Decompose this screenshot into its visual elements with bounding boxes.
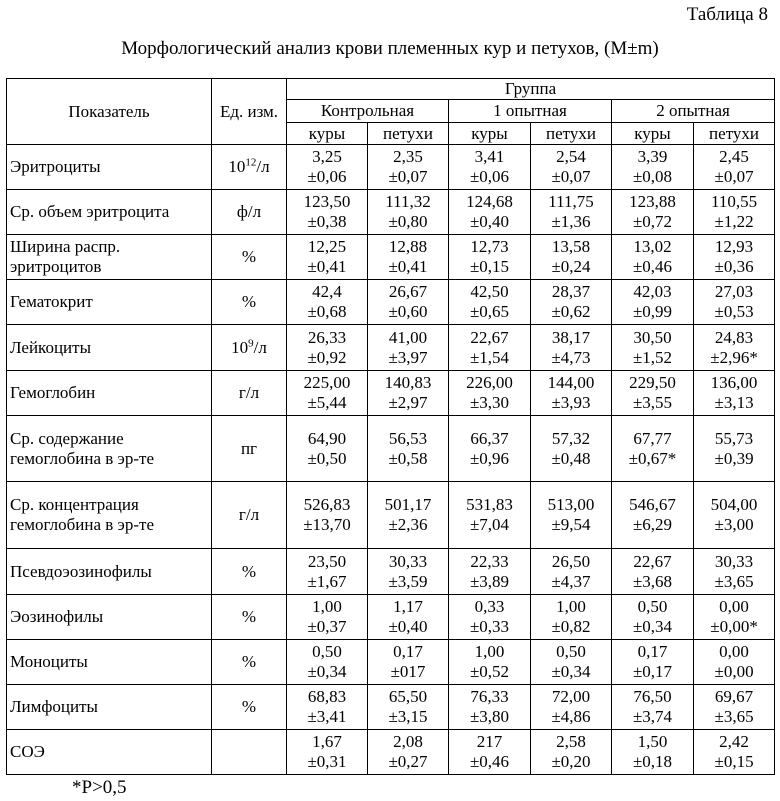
value-cell [531, 595, 612, 640]
table-row [7, 640, 775, 685]
error-value: ±3,13 [714, 393, 754, 412]
table-row [7, 280, 775, 325]
mean-value: 66,37 [470, 428, 509, 448]
table-body [7, 145, 775, 775]
mean-value: 0,17 [393, 642, 423, 661]
error-value: ±0,65 [469, 302, 510, 321]
error-value: ±0,60 [388, 302, 428, 321]
indicator-cell: Гемоглобин [7, 371, 212, 416]
blood-analysis-table [6, 78, 775, 775]
value-cell [449, 549, 531, 595]
unit-cell: % [212, 549, 287, 595]
value-cell [449, 280, 531, 325]
value-cell [612, 640, 694, 685]
unit-cell: % [212, 280, 287, 325]
value-cell [612, 730, 694, 775]
mean-value: 30,33 [714, 551, 754, 571]
error-value: ±0,00* [710, 617, 758, 636]
error-value: ±6,29 [632, 515, 673, 534]
mean-value: 140,83 [384, 373, 432, 392]
value-cell [694, 685, 775, 730]
table-row [7, 595, 775, 640]
value-cell [368, 685, 449, 730]
mean-value: 12,73 [470, 237, 509, 256]
mean-value: 26,67 [388, 282, 428, 301]
mean-value: 42,03 [633, 282, 672, 301]
value-cell [694, 235, 775, 280]
mean-value: 546,67 [629, 495, 676, 514]
unit-suffix: /л [253, 337, 267, 357]
value-cell [531, 640, 612, 685]
error-value: ±1,54 [469, 347, 510, 367]
error-value: ±0,34 [551, 662, 591, 681]
error-value: ±0,50 [307, 448, 347, 468]
mean-value: 1,50 [637, 732, 668, 751]
mean-value: 64,90 [307, 428, 347, 448]
error-value: ±1,52 [632, 347, 673, 367]
mean-value: 123,50 [303, 192, 351, 211]
header-indicator: Показатель [7, 79, 212, 145]
value-cell [449, 730, 531, 775]
mean-value: 23,50 [307, 551, 347, 571]
value-cell [368, 595, 449, 640]
value-cell [449, 640, 531, 685]
mean-value: 226,00 [466, 373, 513, 392]
value-cell [368, 280, 449, 325]
header-sex: куры [612, 123, 694, 145]
value-cell [287, 685, 368, 730]
value-cell [612, 685, 694, 730]
error-value: ±9,54 [551, 515, 591, 534]
mean-value: 69,67 [714, 687, 754, 706]
value-cell [612, 190, 694, 235]
value-cell [287, 416, 368, 482]
error-value: ±3,15 [388, 707, 428, 726]
unit-cell: пг [212, 416, 287, 482]
mean-value: 12,25 [307, 237, 347, 256]
unit-cell [212, 730, 287, 775]
mean-value: 26,33 [307, 327, 347, 347]
error-value: ±0,06 [307, 167, 347, 186]
mean-value: 27,03 [714, 282, 754, 301]
mean-value: 0,50 [637, 597, 668, 616]
value-cell [449, 371, 531, 416]
value-cell [287, 482, 368, 549]
error-value: ±3,41 [307, 707, 347, 726]
error-value: ±0,34 [307, 662, 347, 681]
mean-value: 22,33 [470, 551, 509, 571]
mean-value: 1,67 [312, 732, 342, 751]
value-cell [368, 416, 449, 482]
mean-value: 136,00 [710, 373, 758, 392]
header-sex: петухи [694, 123, 775, 145]
mean-value: 28,37 [551, 282, 591, 301]
value-cell [287, 325, 368, 371]
value-cell [531, 482, 612, 549]
value-cell [287, 549, 368, 595]
value-cell [449, 685, 531, 730]
error-value: ±1,36 [551, 212, 591, 231]
value-cell [694, 325, 775, 371]
indicator-cell: СОЭ [7, 730, 212, 775]
unit-base: 10 [228, 157, 246, 176]
unit-cell [212, 325, 287, 371]
table-row [7, 190, 775, 235]
value-cell [531, 549, 612, 595]
header-unit: Ед. изм. [212, 79, 287, 145]
value-cell [694, 280, 775, 325]
indicator-cell: Ср. концентрация гемоглобина в эр-те [7, 482, 212, 549]
error-value: ±0,00 [714, 662, 754, 681]
value-cell [368, 482, 449, 549]
table-row [7, 549, 775, 595]
value-cell [449, 595, 531, 640]
mean-value: 76,33 [470, 687, 509, 706]
error-value: ±0,27 [388, 752, 428, 771]
value-cell [612, 595, 694, 640]
value-cell [694, 595, 775, 640]
header-group-control: Контрольная [287, 100, 449, 123]
value-cell [287, 280, 368, 325]
error-value: ±3,30 [469, 393, 510, 412]
value-cell [368, 190, 449, 235]
error-value: ±1,67 [307, 571, 347, 591]
mean-value: 42,4 [312, 282, 342, 301]
value-cell [694, 549, 775, 595]
error-value: ±3,80 [469, 707, 510, 726]
value-cell [287, 190, 368, 235]
value-cell [368, 640, 449, 685]
error-value: ±3,00 [714, 515, 754, 534]
value-cell [694, 416, 775, 482]
error-value: ±0,40 [469, 212, 510, 231]
value-cell [531, 371, 612, 416]
value-cell [368, 730, 449, 775]
mean-value: 1,17 [393, 597, 423, 616]
value-cell [612, 325, 694, 371]
error-value: ±3,97 [388, 347, 428, 367]
mean-value: 501,17 [384, 495, 432, 514]
error-value: ±3,55 [632, 393, 673, 412]
error-value: ±0,72 [632, 212, 673, 231]
error-value: ±0,62 [551, 302, 591, 321]
value-cell [531, 145, 612, 190]
error-value: ±1,22 [714, 212, 754, 231]
unit-exponent: 12 [245, 156, 257, 169]
value-cell [368, 549, 449, 595]
error-value: ±0,15 [469, 257, 510, 276]
error-value: ±4,37 [551, 571, 591, 591]
footnote: *P>0,5 [72, 777, 127, 798]
unit-cell: ф/л [212, 190, 287, 235]
unit-cell [212, 145, 287, 190]
error-value: ±4,86 [551, 707, 591, 726]
error-value: ±0,96 [469, 448, 510, 468]
unit-cell: г/л [212, 371, 287, 416]
error-value: ±0,33 [469, 617, 510, 636]
unit-exponent: 9 [248, 336, 254, 349]
unit-cell: % [212, 235, 287, 280]
error-value: ±0,24 [551, 257, 591, 276]
value-cell [531, 325, 612, 371]
value-cell [531, 280, 612, 325]
value-cell [531, 235, 612, 280]
value-cell [287, 595, 368, 640]
table-row [7, 685, 775, 730]
indicator-cell: Лимфоциты [7, 685, 212, 730]
error-value: ±0,06 [469, 167, 510, 186]
mean-value: 0,00 [719, 642, 749, 661]
mean-value: 12,93 [714, 237, 754, 256]
error-value: ±0,53 [714, 302, 754, 321]
error-value: ±0,17 [632, 662, 673, 681]
value-cell [612, 280, 694, 325]
mean-value: 3,41 [474, 147, 505, 166]
value-cell [287, 640, 368, 685]
mean-value: 42,50 [470, 282, 509, 301]
error-value: ±5,44 [307, 393, 347, 412]
error-value: ±0,58 [388, 448, 428, 468]
mean-value: 22,67 [633, 551, 672, 571]
value-cell [449, 482, 531, 549]
error-value: ±0,99 [632, 302, 673, 321]
error-value: ±0,39 [714, 448, 754, 468]
error-value: ±3,68 [632, 571, 673, 591]
error-value: ±3,93 [551, 393, 591, 412]
mean-value: 0,33 [474, 597, 505, 616]
error-value: ±0,46 [469, 752, 510, 771]
mean-value: 26,50 [551, 551, 591, 571]
value-cell [449, 325, 531, 371]
table-row [7, 325, 775, 371]
indicator-cell: Ср. содержание гемоглобина в эр-те [7, 416, 212, 482]
error-value: ±0,67* [628, 448, 677, 468]
table-row [7, 482, 775, 549]
value-cell [694, 145, 775, 190]
indicator-cell: Моноциты [7, 640, 212, 685]
error-value: ±0,34 [632, 617, 673, 636]
value-cell [694, 640, 775, 685]
mean-value: 2,35 [393, 147, 423, 166]
indicator-cell: Эритроциты [7, 145, 212, 190]
value-cell [612, 416, 694, 482]
value-cell [531, 730, 612, 775]
error-value: ±0,37 [307, 617, 347, 636]
error-value: ±0,52 [469, 662, 510, 681]
mean-value: 0,17 [637, 642, 668, 661]
value-cell [368, 145, 449, 190]
value-cell [449, 190, 531, 235]
value-cell [531, 416, 612, 482]
value-cell [287, 730, 368, 775]
value-cell [368, 235, 449, 280]
error-value: ±0,68 [307, 302, 347, 321]
mean-value: 229,50 [629, 373, 676, 392]
mean-value: 1,00 [312, 597, 342, 616]
mean-value: 2,58 [556, 732, 586, 751]
error-value: ±017 [390, 662, 426, 681]
mean-value: 57,32 [551, 428, 591, 448]
mean-value: 1,00 [474, 642, 505, 661]
value-cell [612, 145, 694, 190]
mean-value: 1,00 [556, 597, 586, 616]
error-value: ±0,36 [714, 257, 754, 276]
error-value: ±0,31 [307, 752, 347, 771]
header-sex: куры [449, 123, 531, 145]
mean-value: 41,00 [388, 327, 428, 347]
error-value: ±0,46 [632, 257, 673, 276]
error-value: ±0,40 [388, 617, 428, 636]
table-row [7, 730, 775, 775]
mean-value: 24,83 [714, 327, 754, 347]
unit-cell: г/л [212, 482, 287, 549]
error-value: ±0,38 [307, 212, 347, 231]
error-value: ±0,07 [714, 167, 754, 186]
error-value: ±13,70 [303, 515, 351, 534]
value-cell [531, 685, 612, 730]
error-value: ±3,65 [714, 707, 754, 726]
mean-value: 12,88 [388, 237, 428, 256]
mean-value: 56,53 [388, 428, 428, 448]
mean-value: 3,25 [312, 147, 342, 166]
mean-value: 55,73 [714, 428, 754, 448]
error-value: ±3,65 [714, 571, 754, 591]
mean-value: 217 [476, 732, 503, 751]
indicator-cell: Ширина распр. эритроцитов [7, 235, 212, 280]
mean-value: 531,83 [466, 495, 513, 514]
error-value: ±0,20 [551, 752, 591, 771]
unit-cell: % [212, 640, 287, 685]
error-value: ±0,92 [307, 347, 347, 367]
error-value: ±7,04 [469, 515, 510, 534]
mean-value: 0,00 [719, 597, 749, 616]
mean-value: 526,83 [303, 495, 351, 514]
error-value: ±0,41 [307, 257, 347, 276]
error-value: ±4,73 [551, 347, 591, 367]
mean-value: 67,77 [633, 428, 672, 448]
error-value: ±0,48 [551, 448, 591, 468]
unit-cell: % [212, 595, 287, 640]
mean-value: 111,75 [548, 192, 594, 211]
value-cell [694, 730, 775, 775]
header-group-exp2: 2 опытная [612, 100, 775, 123]
value-cell [612, 371, 694, 416]
error-value: ±0,15 [714, 752, 754, 771]
table-row [7, 235, 775, 280]
mean-value: 30,50 [633, 327, 672, 347]
error-value: ±0,82 [551, 617, 591, 636]
mean-value: 110,55 [710, 192, 758, 211]
value-cell [694, 371, 775, 416]
mean-value: 3,39 [637, 147, 668, 166]
error-value: ±0,07 [388, 167, 428, 186]
table-row [7, 371, 775, 416]
table-row [7, 416, 775, 482]
unit-cell: % [212, 685, 287, 730]
error-value: ±0,08 [632, 167, 673, 186]
mean-value: 13,02 [633, 237, 672, 256]
mean-value: 0,50 [556, 642, 586, 661]
mean-value: 22,67 [470, 327, 509, 347]
mean-value: 2,42 [719, 732, 749, 751]
error-value: ±0,41 [388, 257, 428, 276]
indicator-cell: Гематокрит [7, 280, 212, 325]
value-cell [287, 371, 368, 416]
value-cell [449, 235, 531, 280]
value-cell [449, 145, 531, 190]
value-cell [612, 235, 694, 280]
mean-value: 2,54 [556, 147, 586, 166]
value-cell [531, 190, 612, 235]
mean-value: 123,88 [629, 192, 676, 211]
mean-value: 111,32 [385, 192, 431, 211]
value-cell [368, 371, 449, 416]
table-caption: Морфологический анализ крови племенных кур и петухов, (M±m) [121, 38, 659, 59]
header-group-exp1: 1 опытная [449, 100, 612, 123]
table-row [7, 145, 775, 190]
mean-value: 68,83 [307, 687, 347, 706]
mean-value: 30,33 [388, 551, 428, 571]
mean-value: 225,00 [303, 373, 351, 392]
value-cell [368, 325, 449, 371]
mean-value: 2,08 [393, 732, 423, 751]
value-cell [694, 190, 775, 235]
error-value: ±3,89 [469, 571, 510, 591]
mean-value: 72,00 [551, 687, 591, 706]
mean-value: 0,50 [312, 642, 342, 661]
error-value: ±2,96* [710, 347, 758, 367]
mean-value: 513,00 [547, 495, 595, 514]
error-value: ±2,36 [388, 515, 428, 534]
error-value: ±2,97 [388, 393, 428, 412]
indicator-cell: Эозинофилы [7, 595, 212, 640]
header-sex: петухи [531, 123, 612, 145]
indicator-cell: Лейкоциты [7, 325, 212, 371]
indicator-cell: Ср. объем эритроцита [7, 190, 212, 235]
indicator-cell: Псевдоэозинофилы [7, 549, 212, 595]
header-sex: петухи [368, 123, 449, 145]
value-cell [287, 235, 368, 280]
value-cell [612, 549, 694, 595]
error-value: ±3,59 [388, 571, 428, 591]
value-cell [449, 416, 531, 482]
table-number: Таблица 8 [686, 4, 768, 25]
error-value: ±0,18 [632, 752, 673, 771]
value-cell [287, 145, 368, 190]
header-sex: куры [287, 123, 368, 145]
mean-value: 65,50 [388, 687, 428, 706]
unit-base: 10 [231, 337, 249, 357]
mean-value: 38,17 [551, 327, 591, 347]
unit-suffix: /л [256, 157, 270, 176]
error-value: ±0,80 [388, 212, 428, 231]
error-value: ±0,07 [551, 167, 591, 186]
error-value: ±3,74 [632, 707, 673, 726]
mean-value: 2,45 [719, 147, 749, 166]
mean-value: 13,58 [551, 237, 591, 256]
mean-value: 504,00 [710, 495, 758, 514]
header-group: Группа [287, 79, 775, 100]
mean-value: 144,00 [547, 373, 595, 392]
value-cell [612, 482, 694, 549]
mean-value: 124,68 [466, 192, 513, 211]
mean-value: 76,50 [633, 687, 672, 706]
value-cell [694, 482, 775, 549]
